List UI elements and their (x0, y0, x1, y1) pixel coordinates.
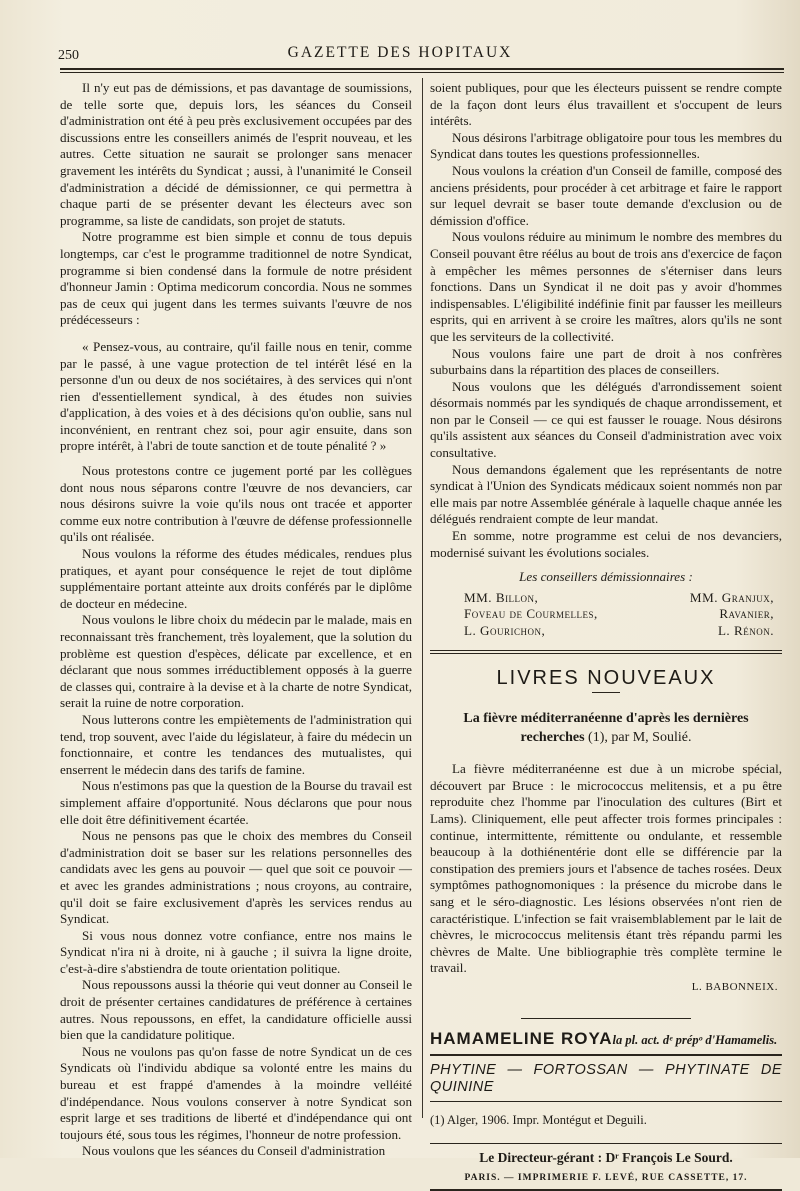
paragraph: Nous n'estimons pas que la question de la Bourse du travail est simplement affaire d'opportunité. Nous déclarons que pour nous elle doit être définitivement écartée. (60, 778, 412, 827)
section-short-rule (592, 692, 620, 693)
ad-rule (430, 1054, 782, 1056)
paragraph: Nous voulons faire une part de droit à nos confrères suburbains dans la répartition des places de conseillers. (430, 345, 782, 378)
paragraph: Nous voulons réduire au minimum le nombre des membres du Conseil pouvant être réélus au bout de trois ans d'exercice de façon à empêcher les mêmes personnes de s'éterniser dans leurs fonctions. Dans un Syndicat il ne doit pas y avoir d'hommes indispensables. L'éligibilité indéfinie finit par fausser les meilleurs esprits, qui en arrivent à se croire les maîtres, alors qu'ils ne sont que les serviteurs de la collectivité. (430, 229, 782, 344)
paragraph: Il n'y eut pas de démissions, et pas davantage de soumissions, de telle sorte que, depuis lors, les séances du Conseil d'administration ont été à peu près exclusivement occupées par des discussions entre les conseillers animés de l'esprit nouveau, et les autres. Cette situation ne saurait se prolonger sans menacer gravement les intérêts du Syndicat ; aussi, à l'unanimité le Conseil d'administration a décidé de démissionner, ce qui permettra à chaque parti de se présenter devant les électeurs avec son programme, sa liste de candidats, son projet de statuts. (60, 80, 412, 228)
paragraph: Nous voulons la réforme des études médicales, rendues plus pratiques, et ayant pour conséquence le rejet de tout diplôme supplémentaire portant atteinte aux droits conférés par le diplôme de docteur en médecine. (60, 546, 412, 611)
left-column (60, 80, 412, 1160)
footnote: (1) Alger, 1906. Impr. Montégut et Deguili. (430, 1113, 647, 1128)
signatory: Foveau de Courmelles, (464, 606, 598, 622)
quoted-paragraph: « Pensez-vous, au contraire, qu'il faille nous en tenir, comme par le passé, à une vague protection de tel intérêt lésé en la personne d'un ou deux de nos sociétaires, à des services qui n'ont rien d'essentiellement syndical, à des études non suivies d'application, à des voies et à des décisions qu'on oublie, sans nul inconvénient, en rentrant chez soi, pour agir ensuite, dans son propre intérêt, à l'abri de toute sanction et de toute pénalité ? » (60, 338, 412, 454)
book-title (430, 709, 782, 747)
paragraph: Nous lutterons contre les empiètements de l'administration qui tend, trop souvent, avec l'aide du législateur, à faire du médecin un fonctionnaire, et contre les tendances des mutualistes, qui enserrent le médecin dans des tarifs de famine. (60, 711, 412, 777)
signatory: MM. Granjux, (689, 589, 774, 605)
signatory: Ravanier, (719, 606, 774, 622)
book-title-line: recherches (520, 730, 585, 746)
section-title: LIVRES NOUVEAUX (496, 666, 716, 689)
paragraph: Nous désirons l'arbitrage obligatoire pour tous les membres du Syndicat dans toutes les questions professionnelles. (430, 129, 782, 162)
paragraph: Nous protestons contre ce jugement porté par les collègues dont nous nous séparons contre l'œuvre de nos devanciers, car nous désirons suivre la voie qu'ils nous ont tracée et apporter comme eux notre contribution à l'œuvre de défense professionnelle qu'ils ont réalisée. (60, 463, 412, 545)
imprint-line: PARIS. — IMPRIMERIE F. LEVÉ, RUE CASSETTE, 17. (464, 1173, 748, 1184)
paragraph: Nous voulons le libre choix du médecin par le malade, mais en reconnaissant très franchement, très loyalement, que la solution du problème est question d'espèces, délicate par excellence, et en déclarant que nous sommes irréductiblement opposés à la guerre de classes qui, contraire à la devise et à la charte de notre Syndicat, serait la ruine de notre corporation. (60, 612, 412, 711)
journal-title: GAZETTE DES HOPITAUX (287, 44, 513, 61)
paragraph: Nous ne pensons pas que le choix des membres du Conseil d'administration doit se baser sur les relations personnelles des candidats avec les gens au pouvoir — quel que soit ce pouvoir — et avec les grandes administrations ; nous croyons, au contraire, qu'il doit se faire exclusivement d'après les services rendus au Syndicat. (60, 828, 412, 927)
advertisement-brand (430, 1028, 782, 1049)
ad-rule (430, 1101, 782, 1102)
director-line: Le Directeur-gérant : Dʳ François Le Sourd. (479, 1149, 733, 1165)
book-review: La fièvre méditerranéenne est due à un microbe spécial, découvert par Bruce : le micrococcus melitensis, et a pu être reproduite chez l'homme par l'inoculation des cultures (Birt et Lams). Cliniquement, elle peut affecter trois formes principales : continue, intermittente, rémittente ou ondulante, et ressemble beaucoup à la dothiénentérie dont elle se différencie par la constipation des premiers jours et l'absence de taches rosées. Deux symptômes pathognomoniques : la présence du microbe dans le sang et le séro-diagnostic. Les lésions observées n'ont rien de caractéristique. L'infection se fait vraisemblablement par le lait de chèvres, le micrococcus melitensis étant très répandu parmi les chèvres de Malte. Une bibliographie très complète termine le travail. (430, 761, 782, 976)
header-rule-thin (60, 72, 784, 73)
paragraph: En somme, notre programme est celui de nos devanciers, modernisé suivant les évolutions sociales. (430, 528, 782, 560)
paragraph: Nous ne voulons pas qu'on fasse de notre Syndicat un de ces Syndicats où l'individu abdique sa volonté entre les mains du bureau et est frappé d'amendes à la moindre velléité d'indépendance. Nous voulons conserver à notre Syndicat son esprit large et ses traditions de liberté et d'indépendance qui ont toujours été, sous tous les régimes, l'honneur de notre profession. (60, 1043, 412, 1142)
paragraph: Notre programme est bien simple et connu de tous depuis longtemps, car c'est le programme traditionnel de notre Syndicat, programme si bien condensé dans la formule de notre président d'honneur Jamin : Optima medicorum concordia. Nous ne sommes pas de ceux qui jugent dans les termes suivants l'œuvre de nos prédécesseurs : (60, 229, 412, 328)
paragraph: Nous voulons que les délégués d'arrondissement soient désormais nommés par les syndiqués de chaque arrondissement, et non par le Conseil — ce qui est fausser le rouage. Nous désirons qu'ils assistent aux séances du Conseil d'administration avec voix consultative. (430, 378, 782, 461)
divider (521, 1018, 691, 1019)
page-number: 250 (58, 48, 79, 63)
signatory: L. Rénon. (717, 623, 774, 638)
ad-brand-name: HAMAMELINE ROYA (430, 1028, 613, 1048)
advertisement-products: PHYTINE — FORTOSSAN — PHYTINATE DE QUININE (430, 1062, 782, 1095)
book-title-line: La fièvre méditerranéenne d'après les dernières (463, 711, 749, 727)
book-title-author: (1), par M, Soulié. (588, 730, 692, 746)
ad-brand-note: la pl. act. dᵉ prépᵒ d'Hamamelis. (612, 1032, 778, 1047)
paragraph: Nous repoussons aussi la théorie qui veut donner au Conseil le droit de présenter certaines candidatures de préférence à certaines autres. Nous repoussons, en effet, la candidature officielle aussi bien que la candidature politique. (60, 977, 412, 1043)
header-rule (60, 68, 784, 70)
signatory: L. Gourichon, (464, 623, 546, 638)
divider (430, 1143, 782, 1144)
column-divider (422, 78, 423, 1118)
paragraph: soient publiques, pour que les électeurs puissent se rendre compte de la façon dont leurs élus travaillent et s'occupent de leurs intérêts. (430, 80, 782, 129)
paragraph: Si vous nous donnez votre confiance, entre nos mains le Syndicat n'ira ni à droite, ni à gauche ; il suivra la ligne droite, c'est-à-dire s'abstiendra de toute orientation politique. (60, 927, 412, 976)
right-column (430, 80, 782, 1191)
reviewer-signature: L. BABONNEIX. (691, 980, 778, 993)
paragraph: Nous voulons que les séances du Conseil d'administration (82, 1143, 386, 1159)
signatory: MM. Billon, (464, 589, 539, 605)
signatories-heading: Les conseillers démissionnaires : (519, 569, 693, 585)
signatories (430, 590, 782, 640)
paragraph: Nous demandons également que les représentants de notre syndicat à l'Union des Syndicats médicaux soient nommés non par elle mais par notre Assemblée générale à laquelle chaque année les délégués rendraient compte de leur mandat. (430, 461, 782, 527)
paragraph: Nous voulons la création d'un Conseil de famille, composé des anciens présidents, pour procéder à cet arbitrage et faire le rapport sur lequel devrait se baser toute demande d'exclusion ou de démission d'office. (430, 162, 782, 228)
section-divider (430, 650, 782, 654)
